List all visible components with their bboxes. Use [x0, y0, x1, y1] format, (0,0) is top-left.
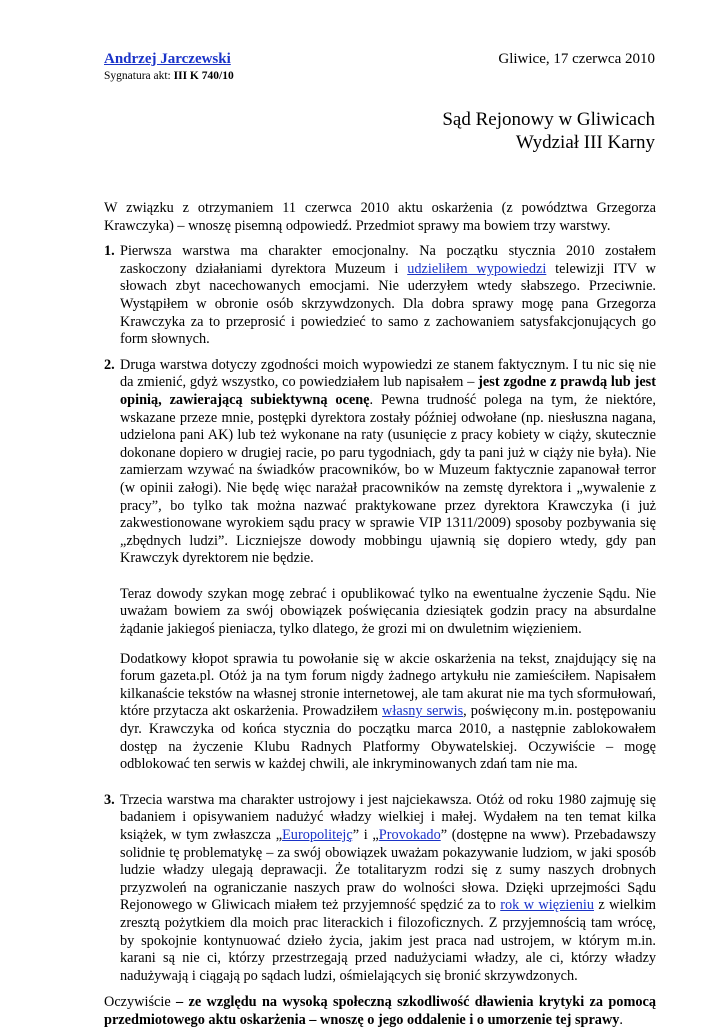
- intro-paragraph: W związku z otrzymaniem 11 czerwca 2010 aktu oskarżenia (z powództwa Grzegorza Krawczyka) – wnoszę pisemną odpowiedź. Przedmiot sprawy ma bowiem trzy warstwy.: [104, 200, 656, 234]
- letter-body: [104, 200, 656, 1030]
- point-number: 1.: [104, 243, 115, 260]
- author-link[interactable]: Andrzej Jarczewski: [104, 51, 231, 67]
- point-1-text: Pierwsza warstwa ma charakter emocjonalny. Na początku stycznia 2010 zostałem zaskoczony działaniami dyrektora Muzeum i udzieliłem wypowiedzi telewizji ITV w słowach zbyt nacechowanych emocjami. Nie uderzyłem wtedy słabszego. Przeciwnie. Wystąpiłem w obronie osób skrzywdzonych. Dla dobra sprawy mogę pana Grzegorza Krawczyka za to przeprosić i powiedzieć to samo z zachowaniem satysfakcjonujących go form słownych.: [120, 243, 656, 348]
- interview-link[interactable]: udzieliłem wypowiedzi: [407, 260, 547, 277]
- point-2: [104, 357, 656, 774]
- point-2-paragraph-3: Dodatkowy kłopot sprawia tu powołanie się w akcie oskarżenia na tekst, znajdujący się na forum gazeta.pl. Otóż ja na tym forum nigdy żadnego artykułu nie zamieściłem. Napisałem kilkanaście tekstów na własnej stronie internetowej, ale tam akurat nie ma tych sformułowań, które przytacza akt oskarżenia. Prowadziłem własny serwis, poświęcony m.in. postępowaniu dyr. Krawczyka od końca stycznia do początku marca 2010, a następnie zablokowałem dostęp na życzenie Klubu Radnych Platformy Obywatelskiej. Oczywiście – mogę odblokować ten serwis w każdej chwili, ale inkryminowanych zdań tam nie ma.: [120, 650, 657, 773]
- own-site-link[interactable]: własny serwis: [382, 703, 464, 720]
- point-1: [104, 243, 656, 349]
- court-name: Sąd Rejonowy w Gliwicach: [442, 109, 655, 130]
- point-2-paragraph-2: Teraz dowody szykan mogę zebrać i opublikować tylko na ewentualne życzenie Sądu. Nie uważam bowiem za swój obowiązek poświęcania dziesiątek godzin pracy na absurdalne żądanie jakiegoś pieniacza, tylko dlatego, że grozi mi on dwuletnim więzieniem.: [120, 585, 656, 638]
- closing-emphasis: – ze względu na wysoką społeczną szkodliwość dławienia krytyki za pomocą przedmiotowego aktu oskarżenia – wnoszę o jego oddalenie i o umorzenie tej sprawy: [104, 994, 656, 1028]
- closing-paragraph: Oczywiście – ze względu na wysoką społeczną szkodliwość dławienia krytyki za pomocą przedmiotowego aktu oskarżenia – wnoszę o jego oddalenie i o umorzenie tej sprawy.: [104, 994, 656, 1028]
- signature-label: Sygnatura akt:: [104, 70, 171, 82]
- court-address: [360, 108, 655, 154]
- emphasis-text: jest zgodne z prawdą lub jest opinią, zawierającą subiektywną ocenę: [120, 374, 656, 408]
- point-number: 3.: [104, 791, 115, 808]
- signature-value: III K 740/10: [173, 70, 234, 82]
- prison-year-link[interactable]: rok w więzieniu: [500, 897, 594, 914]
- point-3: [104, 792, 656, 986]
- point-number: 2.: [104, 356, 115, 373]
- point-3-text: Trzecia warstwa ma charakter ustrojowy i jest najciekawsza. Otóż od roku 1980 zajmuję się badaniem i opisywaniem nadużyć władzy wielkiej i małej. Wydałem na ten temat kilka książek, w tym zwłaszcza „Europolitejç” i „Provokado” (dostępne na www). Przebadawszy solidnie tę problematykę – za swój obowiązek uważam pokazywanie ludziom, w jaki sposób ludzie władzy ulegają deprawacji. Że totalitaryzm rodzi się z sumy naszych drobnych przyzwoleń na ograniczanie naszych praw do wolności słowa. Dzięki uprzejmości Sądu Rejonowego w Gliwicach miałem też przyjemność spędzić za to rok w więzieniu z wielkim zresztą pożytkiem dla moich prac literackich i filozoficznych. Z przyjemnością tam wrócę, by spokojnie kontynuować dzieło życia, jakim jest praca nad ustrojem, w którym m.in. karani są nie ci, którzy przestrzegają przed nadużyciami władzy, ale ci, którzy władzy nadużywają i ciągają po sądach ludzi, ośmielających się bronić skrzywdzonych.: [120, 791, 657, 984]
- point-2-text: Druga warstwa dotyczy zgodności moich wypowiedzi ze stanem faktycznym. I tu nic się nie da zmienić, gdyż wszystko, co powiedziałem lub napisałem – jest zgodne z prawdą lub jest opinią, zawierającą subiektywną ocenę. Pewna trudność polega na tym, że niektóre, wskazane przeze mnie, postępki dyrektora zostały później odwołane (np. niesłuszna nagana, udzielona pani AK) lub też wykonane na raty (usunięcie z pracy kobiety w ciąży, skutecznie dokonane dopiero w drugiej racie, po paru tygodniach, gdy ta pani już w ciąży nie była). Nie zamierzam wzywać na świadków pracowników, bo w Muzeum faktycznie zapanował terror (w opinii załogi). Nie będę więc narażał pracowników na zemstę dyrektora i „wywalenie z pracy”, bo tylko tak można nazwać praktykowane przez dyrektora Krawczyka (i już zakwestionowane wyrokiem sądu pracy w sprawie VIP 1311/2009) sposoby pozbywania się „zbędnych ludzi”. Liczniejsze dowody mobbingu ujawnią się dopiero wtedy, gdy pan Krawczyk dyrektorem nie będzie.: [120, 356, 656, 567]
- case-signature: [104, 70, 234, 82]
- europoliteja-link[interactable]: Europolitejç: [282, 827, 353, 843]
- place-date: Gliwice, 17 czerwca 2010: [498, 51, 655, 67]
- provokado-link[interactable]: Provokado: [378, 827, 441, 843]
- court-division: Wydział III Karny: [515, 132, 655, 153]
